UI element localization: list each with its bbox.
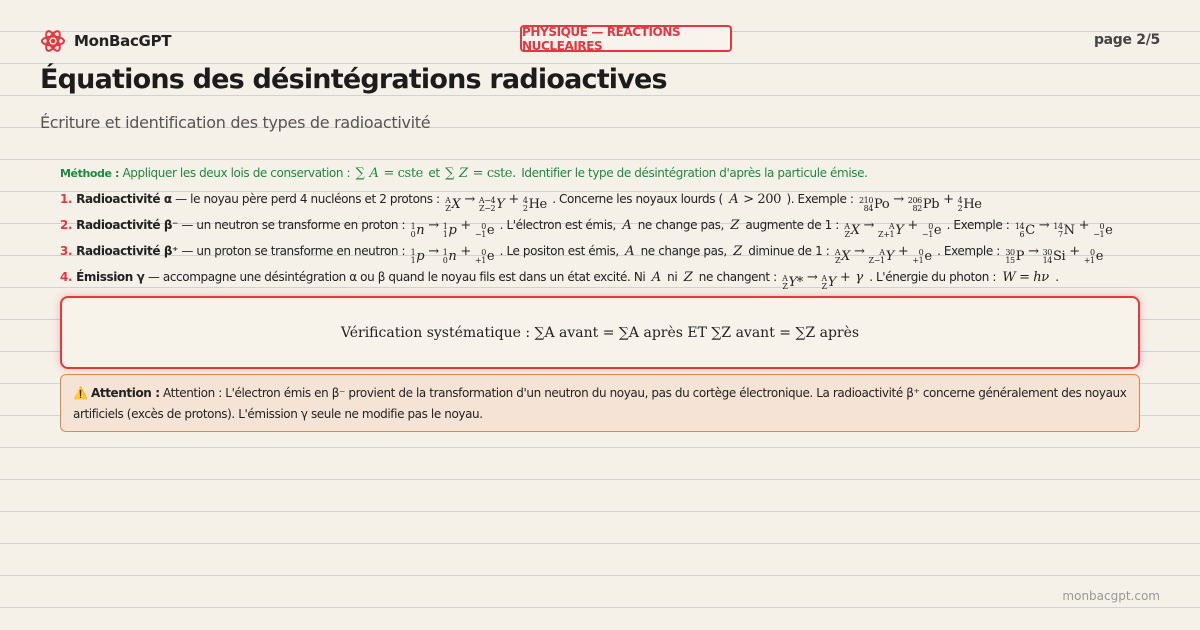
- math-operator: ∑: [445, 166, 454, 181]
- mass-number: 0: [928, 222, 933, 231]
- math-operator: +: [460, 218, 471, 233]
- list-item: [60, 189, 1150, 215]
- item-title: Radioactivité β⁻: [76, 218, 178, 232]
- math-operator: +: [897, 244, 909, 259]
- nuclide-symbol: Pb: [922, 197, 940, 212]
- nuclide-symbol: n: [448, 249, 457, 264]
- text-segment: . L'électron est émis,: [496, 218, 620, 232]
- nuclide: [922, 221, 941, 241]
- nuclide: [782, 273, 803, 293]
- nuclide-numbers: [878, 223, 894, 239]
- atomic-number: 1: [442, 230, 448, 239]
- warning-text: Attention : L'électron émis en β⁻ provient de la transformation d'un neutron du noyau, pas du cortège électronique. La radioactivité β⁺ concerne généralement des noyaux artificiels (excès de protons). L'émission γ seule ne modifie pas le noyau.: [73, 386, 1127, 421]
- nuclide: [445, 195, 460, 215]
- atomic-number: 84: [863, 204, 874, 213]
- text-segment: et: [424, 166, 444, 180]
- text-segment: . L'énergie du photon :: [865, 270, 1000, 284]
- list-item: [60, 267, 1150, 293]
- nuclide-symbol: Y: [827, 275, 836, 290]
- text-segment: — un neutron se transforme en proton :: [177, 218, 409, 232]
- atomic-number: Z−1: [868, 256, 885, 265]
- nuclide-numbers: [869, 249, 885, 265]
- text-segment: — accompagne une désintégration α ou β quand le noyau fils est dans un état excité. Ni: [144, 270, 649, 284]
- item-title: Radioactivité α: [76, 192, 172, 206]
- nuclide-numbers: [479, 197, 495, 213]
- math-variable: A: [622, 218, 632, 233]
- mass-number: A: [879, 248, 885, 257]
- math-operator: > 200: [743, 192, 782, 207]
- nuclide-symbol: Si: [1052, 249, 1066, 264]
- warning-icon: ⚠️: [73, 386, 88, 400]
- brand-name: MonBacGPT: [74, 32, 172, 50]
- item-number: 4.: [60, 270, 73, 284]
- atomic-number: 14: [1042, 256, 1052, 265]
- item-title: Émission γ: [76, 270, 145, 284]
- brand: [40, 28, 171, 54]
- nuclide-symbol: n: [416, 223, 425, 238]
- nuclide-numbers: [443, 249, 448, 265]
- math-operator: = cste.: [472, 166, 516, 181]
- atomic-number: −1: [921, 230, 933, 239]
- nuclide: [1043, 247, 1066, 267]
- math-operator: →: [1038, 218, 1050, 233]
- nuclide-symbol: p: [416, 249, 425, 264]
- atomic-number: 0: [410, 230, 416, 239]
- nuclide-numbers: [912, 249, 923, 265]
- atomic-number: 15: [1005, 256, 1015, 265]
- nuclide-numbers: [411, 249, 416, 265]
- nuclide: [1015, 221, 1035, 241]
- mass-number: 14: [1014, 222, 1025, 231]
- nuclide-symbol: e: [486, 223, 495, 238]
- mass-number: 206: [907, 196, 922, 205]
- atomic-number: 82: [912, 204, 922, 213]
- warning-box: [60, 374, 1140, 432]
- text-segment: .: [1051, 270, 1059, 284]
- nuclide-numbers: [908, 197, 922, 213]
- nuclide: [908, 195, 939, 215]
- atomic-number: −1: [474, 230, 486, 239]
- subject-tag: PHYSIQUE — REACTIONS NUCLEAIRES: [520, 25, 732, 52]
- nuclide: [878, 221, 903, 241]
- math-operator: →: [1028, 244, 1039, 259]
- math-variable: A: [369, 166, 379, 181]
- math-variable: A: [729, 192, 739, 207]
- math-variable: Z: [730, 218, 739, 233]
- math-operator: +: [460, 244, 471, 259]
- nuclide-symbol: Y: [895, 223, 904, 238]
- atomic-number: 1: [410, 256, 416, 265]
- page-indicator: page 2/5: [1093, 32, 1160, 48]
- text-segment: — le noyau père perd 4 nucléons et 2 protons :: [171, 192, 444, 206]
- nuclide-symbol: Y: [496, 197, 505, 212]
- nuclide-symbol: He: [528, 197, 547, 212]
- page-subtitle: Écriture et identification des types de radioactivité: [40, 113, 431, 132]
- mass-number: 1: [410, 222, 416, 231]
- atomic-number: 0: [442, 256, 448, 265]
- nuclide-numbers: [835, 249, 840, 265]
- atomic-number: −1: [1093, 230, 1105, 239]
- nuclide-symbol: e: [486, 249, 495, 264]
- nuclide-numbers: [1084, 249, 1095, 265]
- nuclide: [844, 221, 859, 241]
- mass-number: 4: [957, 196, 963, 205]
- mass-number: 30: [1042, 248, 1052, 257]
- mass-number: 30: [1005, 248, 1015, 257]
- math-variable: Z: [458, 166, 468, 181]
- math-variable: γ: [855, 270, 863, 285]
- atomic-number: +1: [474, 256, 486, 265]
- text-segment: diminue de 1 :: [744, 244, 833, 258]
- mass-number: 0: [481, 248, 486, 257]
- nuclide-numbers: [1005, 249, 1014, 265]
- nuclide-symbol: X: [841, 249, 851, 264]
- nuclide-numbers: [821, 275, 826, 291]
- text-segment: . Le positon est émis,: [496, 244, 623, 258]
- nuclide-symbol: X: [451, 197, 461, 212]
- atomic-number: 2: [957, 204, 963, 213]
- math-operator: →: [464, 192, 475, 207]
- math-operator: +: [1078, 218, 1090, 233]
- math-operator: →: [428, 244, 439, 259]
- mass-number: 0: [481, 222, 486, 231]
- text-segment: ne changent :: [695, 270, 781, 284]
- text-segment: — un proton se transforme en neutron :: [177, 244, 409, 258]
- text-segment: . Concerne les noyaux lourds (: [548, 192, 727, 206]
- nuclide-numbers: [844, 223, 849, 239]
- atomic-number: Z+1: [878, 230, 895, 239]
- nuclide: [821, 273, 836, 293]
- mass-number: 1: [442, 248, 448, 257]
- nuclide-numbers: [922, 223, 933, 239]
- mass-number: A: [888, 222, 895, 231]
- list-item: [60, 215, 1150, 241]
- verification-box: Vérification systématique : ∑A avant = ∑A après ET ∑Z avant = ∑Z après: [60, 296, 1140, 369]
- math-variable: Z: [733, 244, 742, 259]
- mass-number: 0: [1099, 222, 1105, 231]
- nuclide: [411, 221, 425, 241]
- nuclide: [443, 247, 457, 267]
- nuclide-symbol: P: [1015, 249, 1025, 264]
- mass-number: A−4: [478, 196, 496, 205]
- nuclide-numbers: [859, 197, 873, 213]
- mass-number: A: [821, 274, 827, 283]
- nuclide-numbers: [1015, 223, 1024, 239]
- text-segment: ni: [663, 270, 681, 284]
- mass-number: 4: [522, 196, 528, 205]
- nuclide: [912, 247, 931, 267]
- math-operator: →: [854, 244, 865, 259]
- mass-number: A: [834, 248, 841, 257]
- math-variable: Z: [683, 270, 693, 285]
- nuclide-symbol: Po: [874, 197, 890, 212]
- nuclide-numbers: [445, 197, 450, 213]
- nuclide-numbers: [475, 249, 486, 265]
- nuclide-symbol: e: [1105, 223, 1113, 238]
- mass-number: 210: [858, 196, 874, 205]
- mass-number: A: [445, 196, 451, 205]
- nuclide: [475, 221, 494, 241]
- atomic-number: Z−2: [479, 204, 496, 213]
- nuclide-symbol: N: [1063, 223, 1075, 238]
- text-segment: . Exemple :: [943, 218, 1013, 232]
- math-operator: ∑: [355, 166, 365, 181]
- mass-number: 1: [442, 222, 448, 231]
- list-item: [60, 241, 1150, 267]
- mass-number: A: [844, 222, 850, 231]
- nuclide-symbol: e: [933, 223, 942, 238]
- atomic-number: 2: [522, 204, 528, 213]
- math-operator: +: [508, 192, 519, 207]
- nuclide-symbol: e: [924, 249, 932, 264]
- nuclide-symbol: He: [963, 197, 982, 212]
- math-operator: = cste: [383, 166, 423, 181]
- text-segment: . Exemple :: [933, 244, 1004, 258]
- nuclide-numbers: [1053, 223, 1062, 239]
- text-segment: augmente de 1 :: [742, 218, 843, 232]
- text-segment: Identifier le type de désintégration d'après la particule émise.: [517, 166, 868, 180]
- atomic-number: Z: [445, 204, 451, 213]
- atomic-number: 7: [1057, 230, 1063, 239]
- atomic-number: Z: [835, 256, 841, 265]
- nuclide: [1053, 221, 1074, 241]
- warning-label: Attention :: [90, 386, 160, 400]
- math-operator: →: [893, 192, 904, 207]
- item-title: Radioactivité β⁺: [76, 244, 178, 258]
- nuclide-symbol: Y: [885, 249, 894, 264]
- nuclide-symbol: e: [1095, 249, 1104, 264]
- mass-number: 0: [1090, 248, 1095, 257]
- nuclide: [411, 247, 425, 267]
- math-variable: A: [625, 244, 635, 259]
- text-segment: ne change pas,: [637, 244, 731, 258]
- method-label: Méthode :: [60, 167, 120, 180]
- nuclide: [1093, 221, 1112, 241]
- method-line: [60, 163, 1150, 189]
- atomic-number: Z: [844, 230, 850, 239]
- nuclide: [475, 247, 494, 267]
- nuclide: [859, 195, 889, 215]
- atom-logo-icon: [40, 28, 66, 54]
- item-number: 2.: [60, 218, 73, 232]
- nuclide: [479, 195, 505, 215]
- nuclide-numbers: [958, 197, 963, 213]
- math-operator: +: [907, 218, 918, 233]
- nuclide-symbol: C: [1025, 223, 1035, 238]
- nuclide-symbol: X: [850, 223, 860, 238]
- atomic-number: Z: [821, 282, 827, 291]
- atomic-number: Z: [782, 282, 788, 291]
- atomic-number: 6: [1019, 230, 1025, 239]
- nuclide-symbol: p: [448, 223, 457, 238]
- mass-number: A: [782, 274, 788, 283]
- content-lines: [60, 163, 1150, 293]
- nuclide: [1005, 247, 1024, 267]
- nuclide: [869, 247, 894, 267]
- atomic-number: +1: [1083, 256, 1095, 265]
- nuclide-numbers: [782, 275, 787, 291]
- nuclide-symbol: Y*: [788, 275, 803, 290]
- footer-url: monbacgpt.com: [1062, 589, 1160, 603]
- nuclide-numbers: [523, 197, 528, 213]
- math-operator: →: [428, 218, 439, 233]
- nuclide: [835, 247, 850, 267]
- math-variable: W = hν: [1002, 270, 1049, 285]
- nuclide: [523, 195, 547, 215]
- mass-number: 14: [1053, 222, 1063, 231]
- text-segment: ne change pas,: [634, 218, 728, 232]
- atomic-number: +1: [912, 256, 924, 265]
- text-segment: Appliquer les deux lois de conservation :: [119, 166, 354, 180]
- item-number: 3.: [60, 244, 73, 258]
- page-title: Équations des désintégrations radioactives: [40, 64, 667, 95]
- math-operator: +: [1069, 244, 1080, 259]
- nuclide: [443, 221, 457, 241]
- math-operator: +: [839, 270, 851, 285]
- mass-number: 1: [410, 248, 416, 257]
- nuclide-numbers: [411, 223, 416, 239]
- item-number: 1.: [60, 192, 73, 206]
- math-operator: →: [806, 270, 818, 285]
- math-variable: A: [651, 270, 661, 285]
- nuclide-numbers: [475, 223, 486, 239]
- text-segment: ). Exemple :: [783, 192, 857, 206]
- math-operator: +: [943, 192, 954, 207]
- mass-number: 0: [918, 248, 924, 257]
- nuclide: [958, 195, 982, 215]
- nuclide-numbers: [1093, 223, 1104, 239]
- nuclide-numbers: [1043, 249, 1052, 265]
- nuclide-numbers: [443, 223, 448, 239]
- math-operator: →: [863, 218, 875, 233]
- nuclide: [1084, 247, 1103, 267]
